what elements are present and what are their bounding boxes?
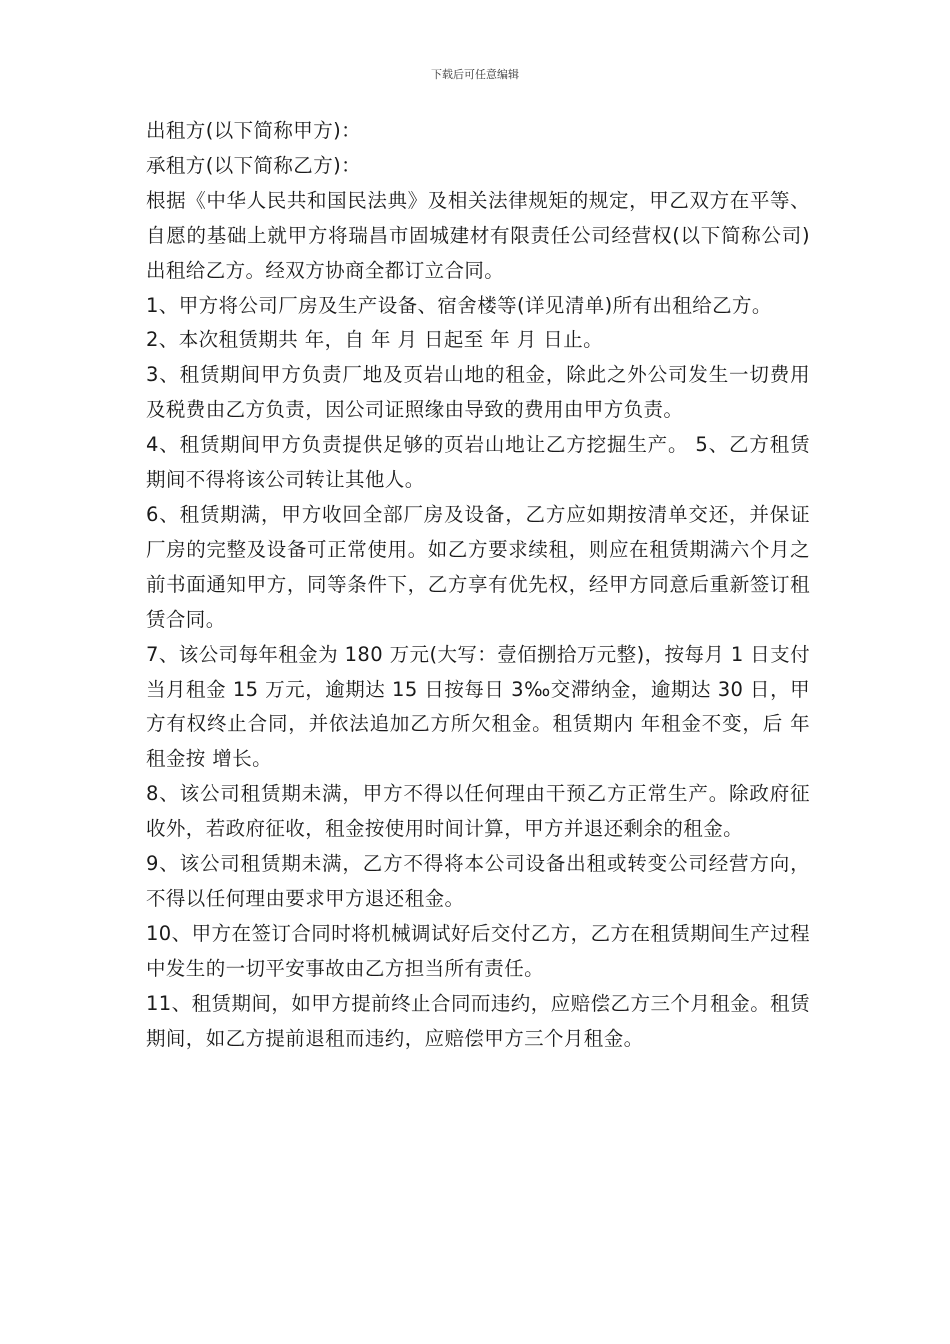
clause-1: 1、甲方将公司厂房及生产设备、宿舍楼等(详见清单)所有出租给乙方。: [146, 293, 772, 317]
page-header-note: 下载后可任意编辑: [431, 68, 519, 81]
preamble-paragraph: 根据《中华人民共和国民法典》及相关法律规矩的规定，甲乙双方在平等、自愿的基础上就甲方将瑞昌市固城建材有限责任公司经营权(以下简称公司)出租给乙方。经双方协商全都订立合同。: [146, 188, 810, 282]
clause-10: 10、甲方在签订合同时将机械调试好后交付乙方，乙方在租赁期间生产过程中发生的一切平安事故由乙方担当所有责任。: [146, 921, 810, 980]
clause-3: 3、租赁期间甲方负责厂地及页岩山地的租金，除此之外公司发生一切费用及税费由乙方负责，因公司证照缘由导致的费用由甲方负责。: [146, 363, 810, 422]
clause-7: 7、该公司每年租金为 180 万元(大写：壹佰捌拾万元整)，按每月 1 日支付当月租金 15 万元，逾期达 15 日按每日 3‰交滞纳金，逾期达 30 日，甲方有权终止合同，并依法追加乙方所欠租金。租赁期内 年租金不变，后 年租金按 增长。: [146, 642, 810, 771]
clause-6: 6、租赁期满，甲方收回全部厂房及设备，乙方应如期按清单交还，并保证厂房的完整及设备可正常使用。如乙方要求续租，则应在租赁期满六个月之前书面通知甲方，同等条件下，乙方享有优先权，经甲方同意后重新签订租赁合同。: [146, 502, 810, 631]
clause-9: 9、该公司租赁期未满，乙方不得将本公司设备出租或转变公司经营方向，不得以任何理由要求甲方退还租金。: [146, 852, 810, 910]
party-b-line: 承租方(以下简称乙方)：: [146, 153, 362, 177]
clause-8: 8、该公司租赁期未满，甲方不得以任何理由干预乙方正常生产。除政府征收外，若政府征收，租金按使用时间计算，甲方并退还剩余的租金。: [146, 782, 810, 841]
party-a-line: 出租方(以下简称甲方)：: [146, 119, 362, 142]
clause-2: 2、本次租赁期共 年，自 年 月 日起至 年 月 日止。: [146, 328, 603, 352]
clause-11: 11、租赁期间，如甲方提前终止合同而违约，应赔偿乙方三个月租金。租赁期间，如乙方提前退租而违约，应赔偿甲方三个月租金。: [146, 991, 810, 1050]
document-body: [146, 114, 810, 1056]
clause-4-5: 4、租赁期间甲方负责提供足够的页岩山地让乙方挖掘生产。 5、乙方租赁期间不得将该公司转让其他人。: [146, 433, 810, 492]
